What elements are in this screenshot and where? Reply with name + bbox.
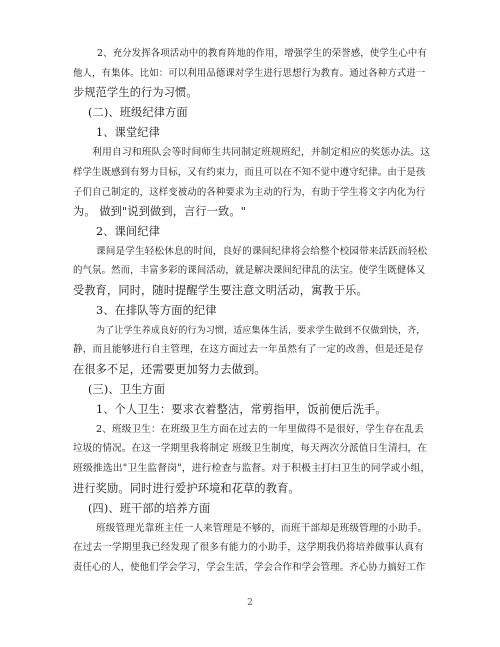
subsection-heading: 1、课堂纪律	[96, 126, 160, 139]
text-line: 进行奖励。同时进行爱护环境和花草的教育。	[73, 482, 300, 495]
text-line: 班级管理光靠班主任一人来管理是不够的，而班干部却是班级管理的小助手。	[96, 523, 428, 534]
text-line: 在过去一学期里我已经发现了很多有能力的小助手，这学期我仍将培养做事认真有	[73, 542, 424, 553]
text-line: 为。 做到"说到做到，言行一致。"	[73, 205, 247, 218]
subsection-heading: 2、课间纪律	[96, 225, 160, 238]
section-heading: (四)、班干部的培养方面	[88, 502, 211, 515]
text-line: 课间是学生轻松休息的时间，良好的课间纪律将会给整个校园带来活跃而轻松	[96, 246, 428, 257]
text-line: 垃圾的情况。在这一学期里我将制定 班级卫生制度，每天两次分派值日生清扫，在	[73, 443, 427, 454]
text-line: 静，而且能够进行自主管理，在这方面过去一年虽然有了一定的改善，但是还是存	[73, 344, 424, 355]
page-number: 2	[247, 598, 253, 608]
text-line: 利用自习和班队会等时间师生共同制定班规班纪，并制定相应的奖惩办法。这	[92, 147, 431, 158]
text-line: 样学生既感到有努力目标，又有约束力，而且可以在不知不觉中遵守纪律。由于是孩	[73, 167, 426, 178]
text-line: 受教育，同时，随时提醒学生要注意文明活动，寓教于乐。	[73, 284, 368, 297]
text-line: 他人，有集体。比如：可以利用品德课对学生进行思想行为教育。通过各种方式进一	[73, 68, 426, 79]
text-line: 责任心的人，使他们学会学习，学会生活，学会合作和学会管理。齐心协力搞好工作	[73, 562, 426, 573]
text-line: 子们自己制定的，这样变被动的各种要求为主动的行为，有助于学生将文字内化为行	[73, 187, 426, 198]
text-line: 步规范学生的行为习惯。	[73, 86, 198, 99]
text-line: 2、充分发挥各项活动中的教育阵地的作用，增强学生的荣誉感，使学生心中有	[97, 48, 427, 59]
text-line: 为了让学生养成良好的行为习惯，适应集体生活，要求学生做到不仅做到快，齐，	[96, 326, 426, 336]
text-line: 班级推选出"卫生监督岗"，进行检查与监督。对于积极主打扫卫生的同学或小组，	[73, 463, 431, 474]
section-heading: (三)、卫生方面	[88, 383, 166, 396]
section-heading: (二)、班级纪律方面	[88, 106, 188, 119]
text-line: 1、个人卫生：要求衣着整洁，常剪指甲，饭前便后洗手。	[96, 403, 387, 416]
subsection-heading: 3、在排队等方面的纪律	[96, 304, 217, 317]
text-line: 在很多不足，还需要更加努力去做到。	[73, 363, 266, 376]
text-line: 2、班级卫生：在班级卫生方面在过去的一年里做得不是很好，学生存在乱丢	[96, 424, 424, 435]
text-line: 的气氛。然而，丰富多彩的课间活动，就是解决课间纪律乱的法宝。使学生既健体又	[73, 265, 426, 276]
